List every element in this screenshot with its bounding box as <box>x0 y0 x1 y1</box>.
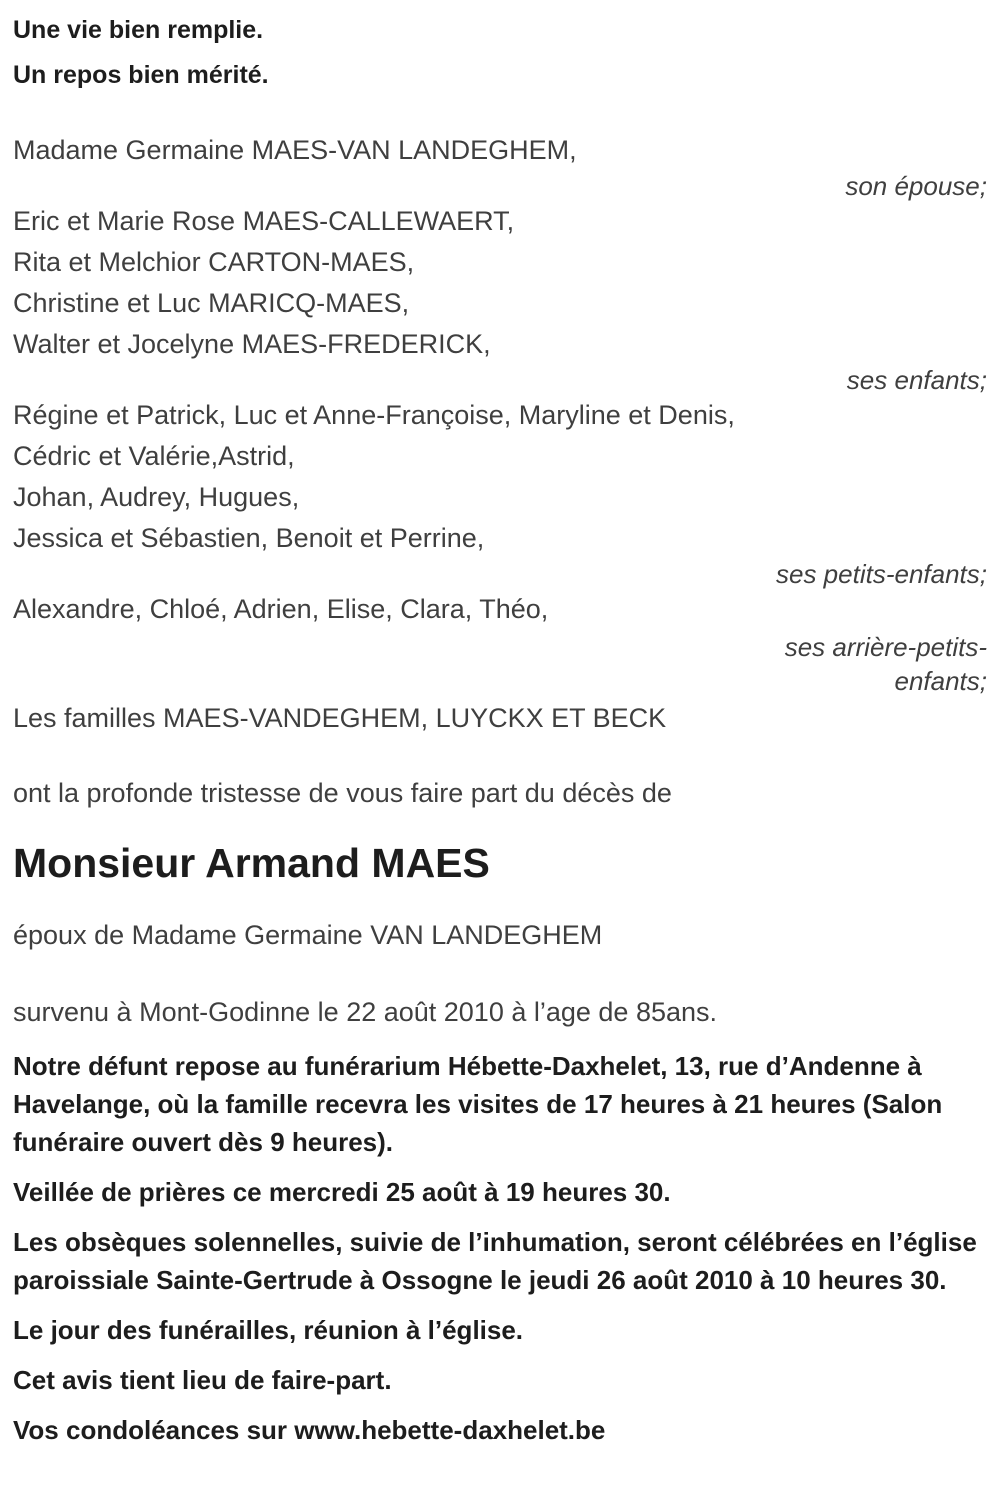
family-member-line: Régine et Patrick, Luc et Anne-Françoise, Maryline et Denis, <box>13 400 735 430</box>
family-member-line: Alexandre, Chloé, Adrien, Elise, Clara, Théo, <box>13 594 549 624</box>
intro-line-1: Une vie bien remplie. <box>13 16 264 44</box>
deceased-name-heading: Monsieur Armand MAES <box>13 840 490 886</box>
family-member-line: Walter et Jocelyne MAES-FREDERICK, <box>13 329 491 359</box>
funeral-home-notice: Notre défunt repose au funérarium Hébette-Daxhelet, 13, rue d’Andenne à Havelange, où la famille recevra les visites de 17 heures à 21 heures (Salon funéraire ouvert dès 9 heures). <box>13 1051 943 1158</box>
condolences-website-line: Vos condoléances sur www.hebette-daxhelet.be <box>13 1415 606 1446</box>
family-member-line: Cédric et Valérie,Astrid, <box>13 441 295 471</box>
relation-label-grandchildren: ses petits-enfants; <box>776 559 987 589</box>
family-section-great-grandchildren <box>13 589 987 698</box>
prayer-vigil-notice: Veillée de prières ce mercredi 25 août à 19 heures 30. <box>13 1177 671 1208</box>
family-member-line: Madame Germaine MAES-VAN LANDEGHEM, <box>13 135 577 165</box>
funeral-service-notice: Les obsèques solennelles, suivie de l’inhumation, seront célébrées en l’église paroissiale Sainte-Gertrude à Ossogne le jeudi 26 août 2010 à 10 heures 30. <box>13 1227 977 1296</box>
spouse-line: époux de Madame Germaine VAN LANDEGHEM <box>13 920 603 951</box>
family-member-line: Johan, Audrey, Hugues, <box>13 482 300 512</box>
family-section-spouse <box>13 130 987 201</box>
intro-line-2: Un repos bien mérité. <box>13 61 269 89</box>
relation-label-spouse: son épouse; <box>845 171 987 201</box>
family-section-children <box>13 201 987 395</box>
death-line: survenu à Mont-Godinne le 22 août 2010 à l’age de 85ans. <box>13 997 718 1028</box>
family-member-line: Rita et Melchior CARTON-MAES, <box>13 247 415 277</box>
family-member-line: Christine et Luc MARICQ-MAES, <box>13 288 410 318</box>
family-member-line: Eric et Marie Rose MAES-CALLEWAERT, <box>13 206 515 236</box>
faire-part-notice: Cet avis tient lieu de faire-part. <box>13 1365 392 1396</box>
family-section-grandchildren <box>13 395 987 589</box>
family-member-line: Jessica et Sébastien, Benoit et Perrine, <box>13 523 485 553</box>
families-line: Les familles MAES-VANDEGHEM, LUYCKX ET BECK <box>13 703 667 733</box>
relation-label-children: ses enfants; <box>846 365 987 395</box>
family-list <box>13 130 987 739</box>
relation-label-great-grandchildren: ses arrière-petits-enfants; <box>784 632 987 696</box>
announcement-line: ont la profonde tristesse de vous faire part du décès de <box>13 778 672 808</box>
funeral-day-notice: Le jour des funérailles, réunion à l’église. <box>13 1315 524 1346</box>
